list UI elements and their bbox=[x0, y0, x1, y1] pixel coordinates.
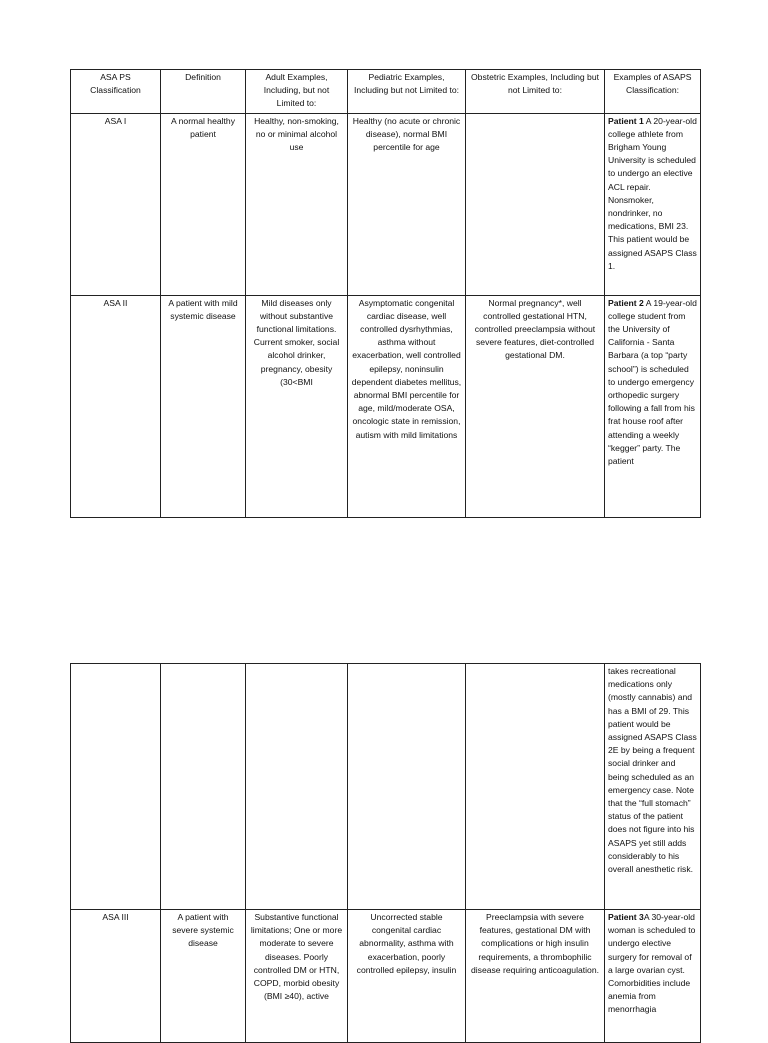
table-header-row bbox=[71, 70, 701, 114]
header-asa-ps: ASA PS Classification bbox=[71, 70, 161, 114]
asaps-example-cell bbox=[605, 295, 701, 517]
pediatric-examples-cell: Healthy (no acute or chronic disease), normal BMI percentile for age bbox=[348, 113, 466, 295]
patient-description: A 19-year-old college student from the University of California - Santa Barbara (a top “party school”) is scheduled to undergo emergency orthopedic surgery following a fall from his frat house roof after attending a weekly “kegger” party. The patient bbox=[608, 297, 697, 467]
empty-cell bbox=[246, 664, 348, 910]
empty-cell bbox=[348, 664, 466, 910]
empty-cell bbox=[71, 664, 161, 910]
adult-examples-cell: Mild diseases only without substantive functional limitations. Current smoker, social alcohol drinker, pregnancy, obesity (30<BMI bbox=[246, 295, 348, 517]
asa-classification-table bbox=[70, 69, 701, 518]
asa-classification-table-continued bbox=[70, 663, 701, 1043]
asaps-example-cell bbox=[605, 910, 701, 1043]
header-adult-examples: Adult Examples, Including, but not Limited to: bbox=[246, 70, 348, 114]
patient-description: A 20-year-old college athlete from Brigham Young University is scheduled to undergo an elective ACL repair. Nonsmoker, nondrinker, no medications, BMI 23. This patient would be assigned ASAPS Class 1. bbox=[608, 115, 697, 271]
pediatric-examples-cell: Asymptomatic congenital cardiac disease, well controlled dysrhythmias, asthma without exacerbation, well controlled epilepsy, noninsulin dependent diabetes mellitus, abnormal BMI percentile for age, mild/moderate OSA, oncologic state in remission, autism with mild limitations bbox=[348, 295, 466, 517]
patient-description: A 30-year-old woman is scheduled to undergo elective surgery for removal of a large ovarian cyst. Comorbidities include anemia from menorrhagia bbox=[608, 912, 696, 1015]
table-row bbox=[71, 664, 701, 910]
obstetric-examples-cell: Normal pregnancy*, well controlled gestational HTN, controlled preeclampsia without severe features, diet-controlled gestational DM. bbox=[466, 295, 605, 517]
asaps-example-cell: takes recreational medications only (mostly cannabis) and has a BMI of 29. This patient would be assigned ASAPS Class 2E by being a frequent social drinker and being scheduled as an emergency case. Note that the “full stomach” status of the patient does not figure into his ASAPS yet still adds considerably to his overall anesthetic risk. bbox=[605, 664, 701, 910]
obstetric-examples-cell bbox=[466, 113, 605, 295]
obstetric-examples-cell: Preeclampsia with severe features, gestational DM with complications or high insulin requirements, a thrombophilic disease requiring anticoagulation. bbox=[466, 910, 605, 1043]
asaps-example-cell bbox=[605, 113, 701, 295]
asa-class-cell: ASA II bbox=[71, 295, 161, 517]
patient-label: Patient 2 bbox=[608, 297, 644, 308]
table-row bbox=[71, 910, 701, 1043]
header-asaps-examples: Examples of ASAPS Classification: bbox=[605, 70, 701, 114]
header-pediatric-examples: Pediatric Examples, Including but not Limited to: bbox=[348, 70, 466, 114]
asa-class-cell: ASA I bbox=[71, 113, 161, 295]
adult-examples-cell: Healthy, non-smoking, no or minimal alcohol use bbox=[246, 113, 348, 295]
header-obstetric-examples: Obstetric Examples, Including but not Limited to: bbox=[466, 70, 605, 114]
table-row bbox=[71, 295, 701, 517]
empty-cell bbox=[161, 664, 246, 910]
definition-cell: A patient with severe systemic disease bbox=[161, 910, 246, 1043]
header-definition: Definition bbox=[161, 70, 246, 114]
definition-cell: A normal healthy patient bbox=[161, 113, 246, 295]
adult-examples-cell: Substantive functional limitations; One or more moderate to severe diseases. Poorly controlled DM or HTN, COPD, morbid obesity (BMI ≥40), active bbox=[246, 910, 348, 1043]
pediatric-examples-cell: Uncorrected stable congenital cardiac abnormality, asthma with exacerbation, poorly controlled epilepsy, insulin bbox=[348, 910, 466, 1043]
definition-cell: A patient with mild systemic disease bbox=[161, 295, 246, 517]
empty-cell bbox=[466, 664, 605, 910]
table-row bbox=[71, 113, 701, 295]
patient-label: Patient 3 bbox=[608, 912, 644, 922]
patient-label: Patient 1 bbox=[608, 115, 644, 126]
asa-class-cell: ASA III bbox=[71, 910, 161, 1043]
